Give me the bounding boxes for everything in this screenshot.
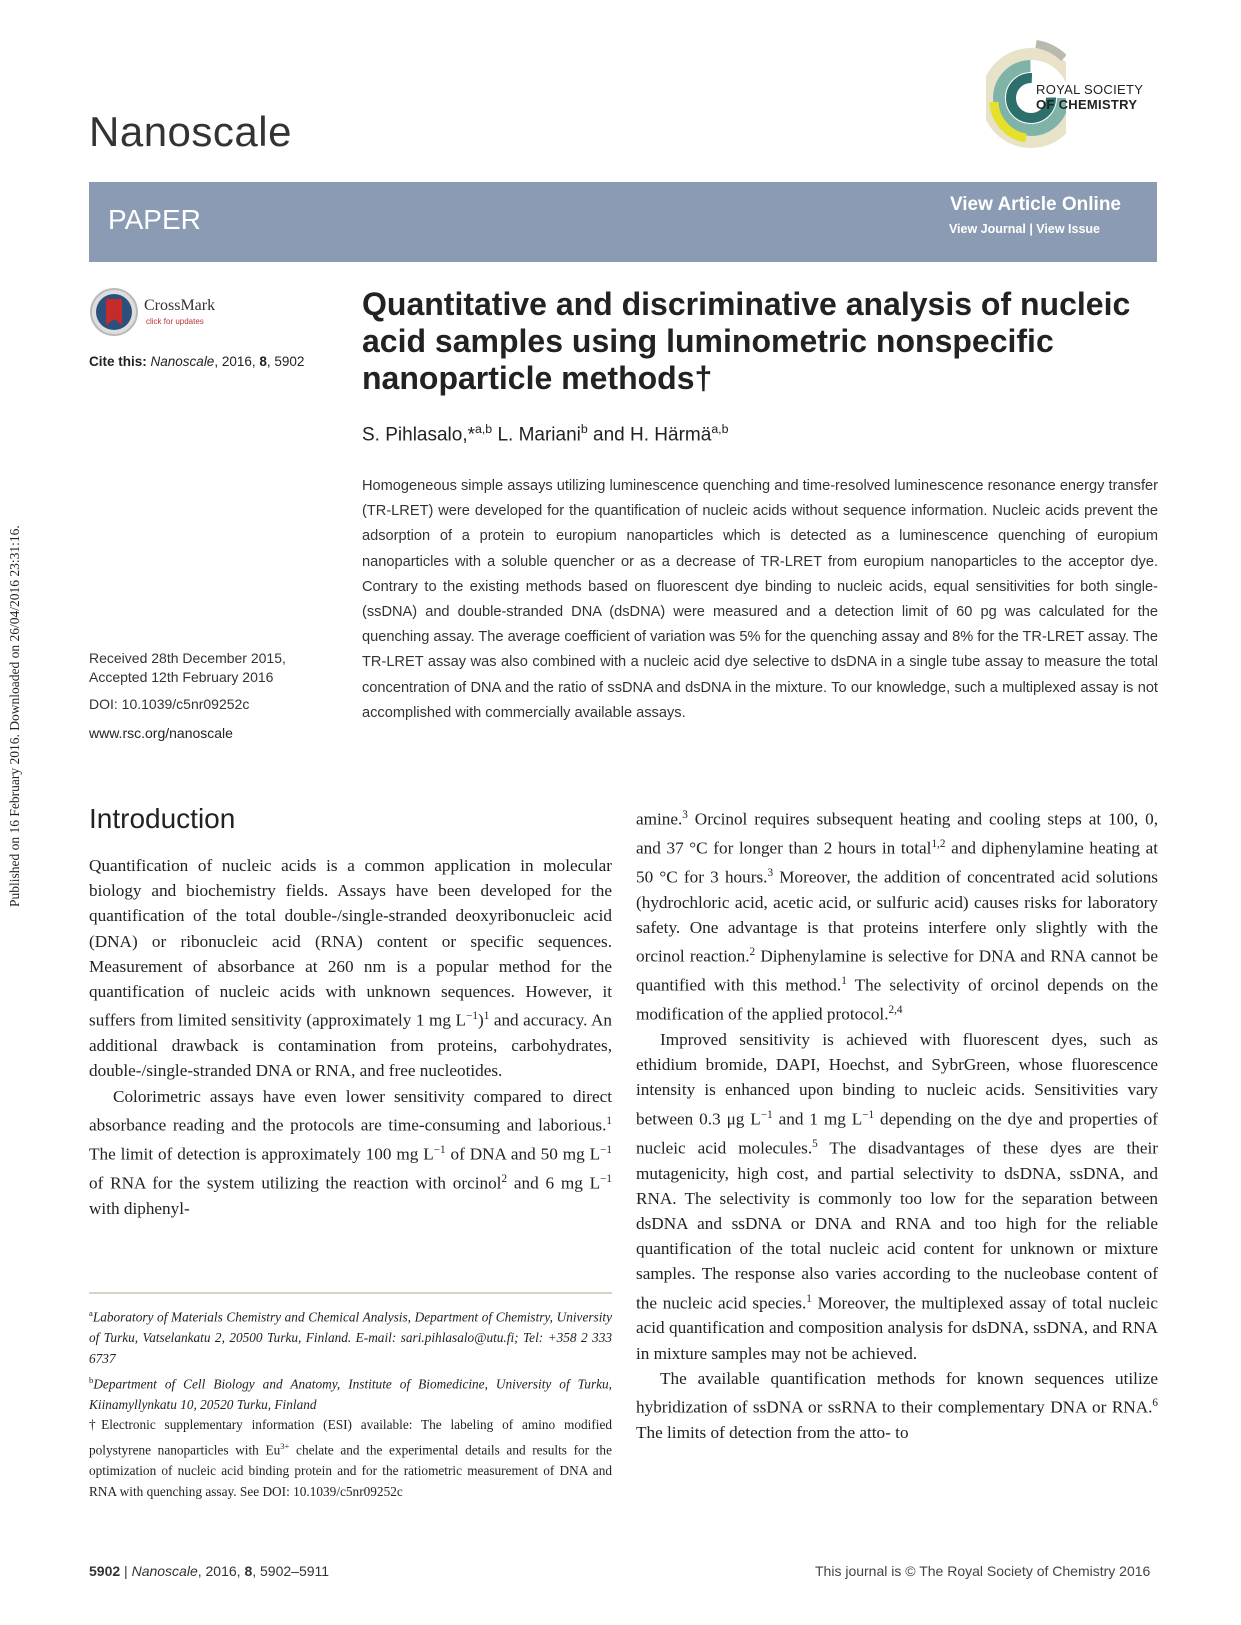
body-column-right [636, 803, 1158, 1445]
crossmark-name: CrossMark [144, 297, 216, 314]
footer-journal: Nanoscale [131, 1563, 198, 1579]
view-journal-link[interactable]: View Journal [948, 222, 1026, 236]
paper-banner [89, 182, 1157, 262]
body-column-left [89, 853, 612, 1221]
crossmark-icon [89, 287, 139, 337]
page-number: 5902 [89, 1563, 121, 1579]
rsc-logo[interactable] [986, 40, 1161, 152]
crossmark-badge[interactable] [89, 287, 234, 337]
download-side-note [4, 447, 34, 907]
footnotes [89, 1303, 612, 1503]
cite-year: , 2016, [214, 354, 260, 369]
article-type-label: PAPER [108, 204, 201, 235]
paragraph: Colorimetric assays have even lower sensitivity compared to direct absorbance reading and the protocols are time-consuming and laborious.$^1$ The limit of detection is approximately 100 mg $L^{-1}$ of DNA and 50 mg $L^{-1}$ of RNA for the system utilizing the reaction with orcinol$^2$ and 6 mg $L^{-1}$ with diphenyl- [89, 1086, 613, 1218]
article-title: Quantitative and discriminative analysis of nucleic acid samples using luminometric nonspecific nanoparticle methods† [362, 286, 1131, 396]
link-separator: | [1029, 222, 1033, 236]
author-3: and H. Härmä [587, 424, 712, 446]
article-metadata [89, 649, 319, 743]
section-heading-introduction: Introduction [89, 803, 236, 834]
cite-page: , 5902 [266, 354, 305, 369]
footnote-affiliation-a: $^a$Laboratory of Materials Chemistry and Chemical Analysis, Department of Chemistry, University of Turku, Vatselankatu 2, 20500 Turku, Finland. E-mail: sari.pihlasalo@utu.fi; Tel: +358 2 333 6737 [89, 1308, 612, 1366]
journal-url[interactable]: www.rsc.org/nanoscale [89, 725, 233, 741]
page-footer-right: This journal is © The Royal Society of Chemistry 2016 [815, 1563, 1151, 1579]
paragraph: The available quantification methods for known sequences utilize hybridization of ssDNA or ssRNA to their complementary DNA or RNA.$^6$ The limits of detection from the atto- to [636, 1368, 1158, 1443]
cite-prefix: Cite this: [89, 354, 147, 369]
rsc-logo-line1: ROYAL SOCIETY [1036, 82, 1144, 97]
citation-line [89, 354, 304, 369]
paragraph: amine.$^3$ Orcinol requires subsequent heating and cooling steps at 100, 0, and 37 °C for longer than 2 hours in total$^{1,2}$ and diphenylamine heating at 50 °C for 3 hours.$^3$ Moreover, the addition of concentrated acid solutions (hydrochloric acid, acetic acid, or sulfuric acid) causes risks for laboratory safety. One advantage is that proteins interfere only slightly with the orcinol reaction.$^2$ Diphenylamine is selective for DNA and RNA cannot be quantified with this method.$^1$ The selectivity of orcinol depends on the modification of the applied protocol.$^{2,4}$ [636, 809, 1159, 1024]
footnote-esi: †Electronic supplementary information (ESI) available: The labeling of amino modified polystyrene nanoparticles with $Eu^{3+}$ chelate and the experimental details and results for the optimization of nucleic acid binding protein and for the ratiometric measurement of DNA and RNA with quenching assay. See DOI: 10.1039/c5nr09252c [89, 1417, 612, 1499]
view-issue-link[interactable]: View Issue [1036, 222, 1100, 236]
author-1: S. Pihlasalo,* [362, 424, 476, 446]
author-2-affil: b [580, 422, 588, 436]
journal-name: Nanoscale [89, 108, 292, 155]
paragraph: Quantification of nucleic acids is a common application in molecular biology and biochemistry fields. Assays have been developed for the quantification of the total double-/single-stranded deoxyribonucleic acid (DNA) or ribonucleic acid (RNA) content or specific sequences. Measurement of absorbance at 260 nm is a popular method for the quantification of nucleic acids with unknown sequences. However, it suffers from limited sensitivity (approximately 1 mg $L^{-1})^1$ and accuracy. An additional drawback is contamination from proteins, carbohydrates, double-/single-stranded DNA or RNA, and free nucleotides. [89, 856, 613, 1081]
side-note-text: Published on 16 February 2016. Downloaded on 26/04/2016 23:31:16. [7, 525, 22, 907]
crossmark-sub: click for updates [146, 317, 204, 326]
journal-issue-links [949, 222, 1100, 236]
footnote-divider [89, 1292, 612, 1294]
author-list [362, 422, 728, 446]
received-date: Received 28th December 2015, [89, 650, 286, 666]
author-1-affil: a,b [475, 422, 493, 436]
page-footer-left: 5902 | Nanoscale, 2016, 8, 5902–5911 [89, 1563, 330, 1579]
abstract: Homogeneous simple assays utilizing luminescence quenching and time-resolved luminescence resonance energy transfer (TR-LRET) were developed for the quantification of nucleic acids without sequence information. Nucleic acids prevent the adsorption of a protein to europium nanoparticles which is detected as a luminescence quenching of europium nanoparticles with a soluble quencher or as a decrease of TR-LRET from europium nanoparticles to the acceptor dye. Contrary to the existing methods based on fluorescent dye binding to nucleic acids, equal sensitivities for both single- (ssDNA) and double-stranded DNA (dsDNA) were measured and a detection limit of 60 pg was calculated for the quenching assay. The average coefficient of variation was 5% for the quenching assay and 8% for the TR-LRET assay. The TR-LRET assay was also combined with a nucleic acid dye selective to dsDNA in a single tube assay to measure the total concentration of DNA and the ratio of ssDNA and dsDNA in the mixture. To our knowledge, such a multiplexed assay is not accomplished with commercially available assays. [362, 478, 1158, 721]
cite-journal: Nanoscale [150, 354, 215, 369]
footnote-affiliation-b: $^b$Department of Cell Biology and Anatomy, Institute of Biomedicine, University of Turku, Kiinamyllynkatu 10, 20520 Turku, Finland [89, 1374, 612, 1412]
rsc-logo-line2: OF CHEMISTRY [1036, 97, 1138, 112]
doi[interactable]: DOI: 10.1039/c5nr09252c [89, 696, 250, 712]
paragraph: Improved sensitivity is achieved with fluorescent dyes, such as ethidium bromide, DAPI, Hoechst, and SybrGreen, whose fluorescence intensity is enhanced upon binding to nucleic acids. Sensitivities vary between 0.3 μg $L^{-1}$ and 1 mg $L^{-1}$ depending on the dye and properties of nucleic acid molecules.$^5$ The disadvantages of these dyes are their mutagenicity, high cost, and partial selectivity to dsDNA, ssDNA, and RNA. The selectivity is commonly too low for the separation between dsDNA and ssDNA or DNA and RNA and too high for the reliable quantification of the total nucleic acid content for unknown or mixture samples. The response also varies according to the nucleobase content of the nucleic acid species.$^1$ Moreover, the multiplexed assay of total nucleic acid quantification and composition analysis for dsDNA, ssDNA, and RNA in mixture samples may not be achieved. [636, 1030, 1159, 1363]
accepted-date: Accepted 12th February 2016 [89, 669, 274, 685]
cite-volume: 8 [259, 354, 267, 369]
author-3-affil: a,b [711, 422, 729, 436]
view-article-online-link[interactable]: View Article Online [949, 194, 1121, 215]
author-2: L. Mariani [492, 424, 581, 446]
